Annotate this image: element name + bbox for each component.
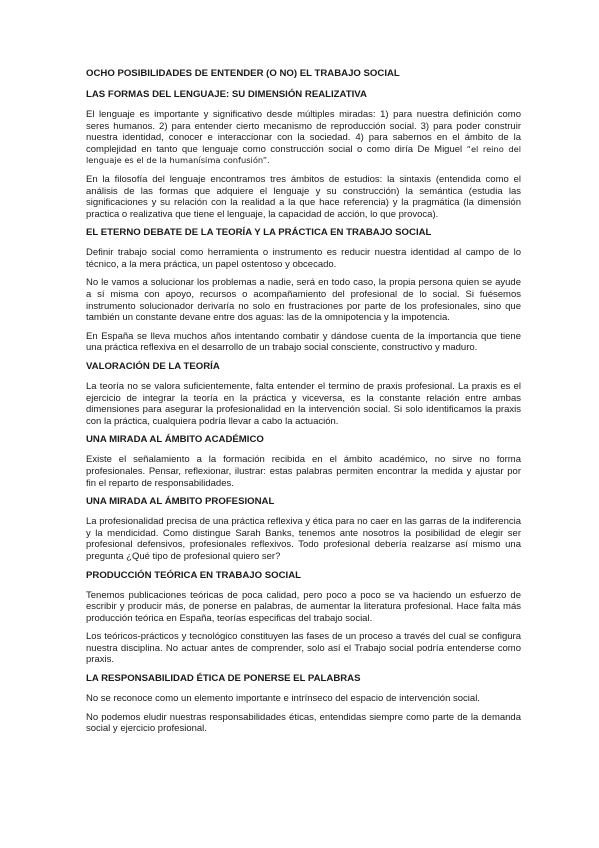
section-formas-lenguaje [86, 89, 521, 220]
section-teoria-practica [86, 227, 521, 354]
section-responsabilidad-etica [86, 673, 521, 735]
quote-text: “el reino del lenguaje es el de la humanísima confusión”. [86, 143, 521, 166]
section-heading: EL ETERNO DEBATE DE LA TEORÍA Y LA PRÁCTICA EN TRABAJO SOCIAL [86, 227, 432, 239]
section-ambito-profesional [86, 496, 521, 562]
paragraph: Definir trabajo social como herramienta o instrumento es reducir nuestra identidad al campo de lo técnico, a la mera práctica, un papel ostentoso y obcecado. [86, 247, 521, 270]
section-valoracion-teoria [86, 361, 521, 427]
section-heading: VALORACIÓN DE LA TEORÍA [86, 361, 220, 373]
paragraph: No podemos eludir nuestras responsabilidades éticas, entendidas siempre como parte de la demanda social y ejercicio profesional. [86, 711, 521, 735]
paragraph: No le vamos a solucionar los problemas a nadie, será en todo caso, la propia persona quien se ayude a sí misma con apoyo, recursos o acompañamiento del profesional de lo social. Si fuésemos instrumento solucionador derivaría no solo en frustraciones por parte de los profesionales, sino que también un constante devane entre dos aguas: las de la omnipotencia y la impotencia. [86, 277, 521, 324]
paragraph: En la filosofía del lenguaje encontramos tres ámbitos de estudios: la sintaxis (entendida como el análisis de las formas que adquiere el lenguaje y su construcción) la semántica (estudia las significaciones y su relación con la realidad a la que hace referencia) y la pragmática (la dimensión practica o realizativa que tiene el lenguaje, la capacidad de acción, lo que provoca). [86, 173, 521, 220]
document-title: OCHO POSIBILIDADES DE ENTENDER (O NO) EL TRABAJO SOCIAL [86, 68, 400, 79]
paragraph: La profesionalidad precisa de una práctica reflexiva y ética para no caer en las garras de la indiferencia y la mendicidad. Como distingue Sarah Banks, tenemos ante nosotros la posibilidad de elegir ser profesional defensivos, profesionales reflexivos. Todo profesional debería realzarse así mismo una pregunta ¿Qué tipo de profesional quiero ser? [86, 516, 521, 562]
section-heading: PRODUCCIÓN TEÓRICA EN TRABAJO SOCIAL [86, 569, 301, 581]
paragraph: La teoría no se valora suficientemente, falta entender el termino de praxis profesional. La praxis es el ejercicio de integrar la teoría en la práctica y viceversa, es la constante relación entre ambas dimensiones para asegurar la profesionalidad en la intervención social. Si solo identificamos la praxis con la práctica, cualquiera podría llevar a cabo la actuación. [86, 381, 521, 427]
section-heading: LA RESPONSABILIDAD ÉTICA DE PONERSE EL PALABRAS [86, 673, 361, 685]
paragraph: Tenemos publicaciones teóricas de poca calidad, pero poco a poco se va haciendo un esfuerzo de escribir y producir más, de ponerse en palabras, de aumentar la literatura profesional. Hace falta más producción teórica en España, teorías especificas del trabajo social. [86, 589, 521, 624]
paragraph: Existe el señalamiento a la formación recibida en el ámbito académico, no sirve no forma profesionales. Pensar, reflexionar, ilustrar: estas palabras permiten encontrar la medida y ajustar por fin el reparto de responsabilidades. [86, 454, 521, 489]
section-ambito-academico [86, 434, 521, 489]
section-heading: UNA MIRADA AL ÁMBITO PROFESIONAL [86, 496, 275, 508]
section-heading: LAS FORMAS DEL LENGUAJE: SU DIMENSIÓN REALIZATIVA [86, 88, 367, 100]
paragraph: No se reconoce como un elemento importante e intrínseco del espacio de intervención social. [86, 693, 480, 705]
paragraph: Los teóricos-prácticos y tecnológico constituyen las fases de un proceso a través del cual se configura nuestra disciplina. No actuar antes de comprender, solo así el Trabajo social podría entenderse como praxis. [86, 631, 521, 666]
paragraph [86, 109, 521, 167]
paragraph-text: El lenguaje es importante y significativo desde múltiples miradas: 1) para nuestra definición como seres humanos. 2) para entender cierto mecanismo de reproducción social. 3) para poder construir nuestra identidad, conocer e interaccionar con la sociedad. 4) para sabernos en el ámbito de la complejidad en tanto que lenguaje como construcción social o como diría De Miguel [86, 108, 521, 155]
section-produccion-teorica [86, 570, 521, 667]
paragraph: En España se lleva muchos años intentando combatir y dándose cuenta de la importancia que tiene una práctica reflexiva en el desarrollo de un trabajo social consciente, constructivo y maduro. [86, 330, 521, 354]
section-heading: UNA MIRADA AL ÁMBITO ACADÉMICO [86, 434, 264, 446]
